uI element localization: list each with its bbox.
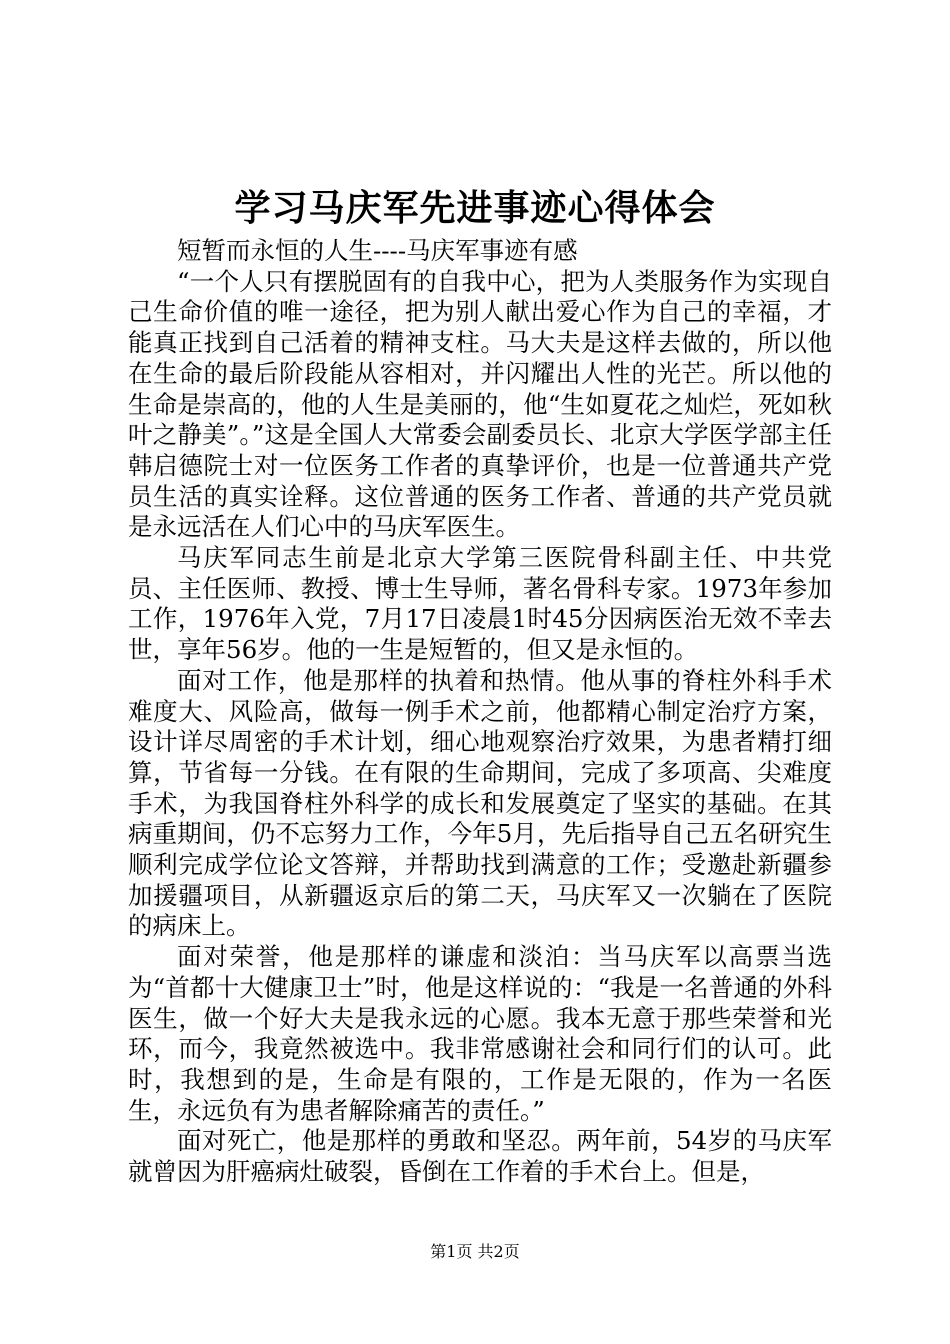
body-paragraph: 面对死亡，他是那样的勇敢和坚忍。两年前，54岁的马庆军就曾因为肝癌病灶破裂，昏倒在工作着的手术台上。但是， <box>128 1126 832 1187</box>
body-paragraph: “一个人只有摆脱固有的自我中心，把为人类服务作为实现自己生命价值的唯一途径，把为别人献出爱心作为自己的幸福，才能真正找到自己活着的精神支柱。马大夫是这样去做的，所以他在生命的最后阶段能从容相对，并闪耀出人性的光芒。所以他的生命是崇高的，他的人生是美丽的，他“生如夏花之灿烂，死如秋叶之静美”。”这是全国人大常委会副委员长、北京大学医学部主任韩启德院士对一位医务工作者的真挚评价，也是一位普通共产党员生活的真实诠释。这位普通的医务工作者、普通的共产党员就是永远活在人们心中的马庆军医生。 <box>128 266 832 542</box>
subtitle-paragraph: 短暂而永恒的人生----马庆军事迹有感 <box>177 236 578 265</box>
document-body <box>128 236 832 1188</box>
document-title: 学习马庆军先进事迹心得体会 <box>234 187 716 229</box>
body-paragraph: 面对荣誉，他是那样的谦虚和淡泊：当马庆军以高票当选为“首都十大健康卫士”时，他是这样说的：“我是一名普通的外科医生，做一个好大夫是我永远的心愿。我本无意于那些荣誉和光环，而今，我竟然被选中。我非常感谢社会和同行们的认可。此时，我想到的是，生命是有限的，工作是无限的，作为一名医生，永远负有为患者解除痛苦的责任。” <box>128 942 832 1125</box>
body-paragraph: 马庆军同志生前是北京大学第三医院骨科副主任、中共党员、主任医师、教授、博士生导师，著名骨科专家。1973年参加工作，1976年入党，7月17日凌晨1时45分因病医治无效不幸去世，享年56岁。他的一生是短暂的，但又是永恒的。 <box>128 543 832 665</box>
page-footer: 第1页 共2页 <box>430 1242 520 1261</box>
body-paragraph: 面对工作，他是那样的执着和热情。他从事的脊柱外科手术难度大、风险高，做每一例手术之前，他都精心制定治疗方案，设计详尽周密的手术计划，细心地观察治疗效果，为患者精打细算，节省每一分钱。在有限的生命期间，完成了多项高、尖难度手术，为我国脊柱外科学的成长和发展奠定了坚实的基础。在其病重期间，仍不忘努力工作，今年5月，先后指导自己五名研究生顺利完成学位论文答辩，并帮助找到满意的工作；受邀赴新疆参加援疆项目，从新疆返京后的第二天，马庆军又一次躺在了医院的病床上。 <box>128 665 832 941</box>
